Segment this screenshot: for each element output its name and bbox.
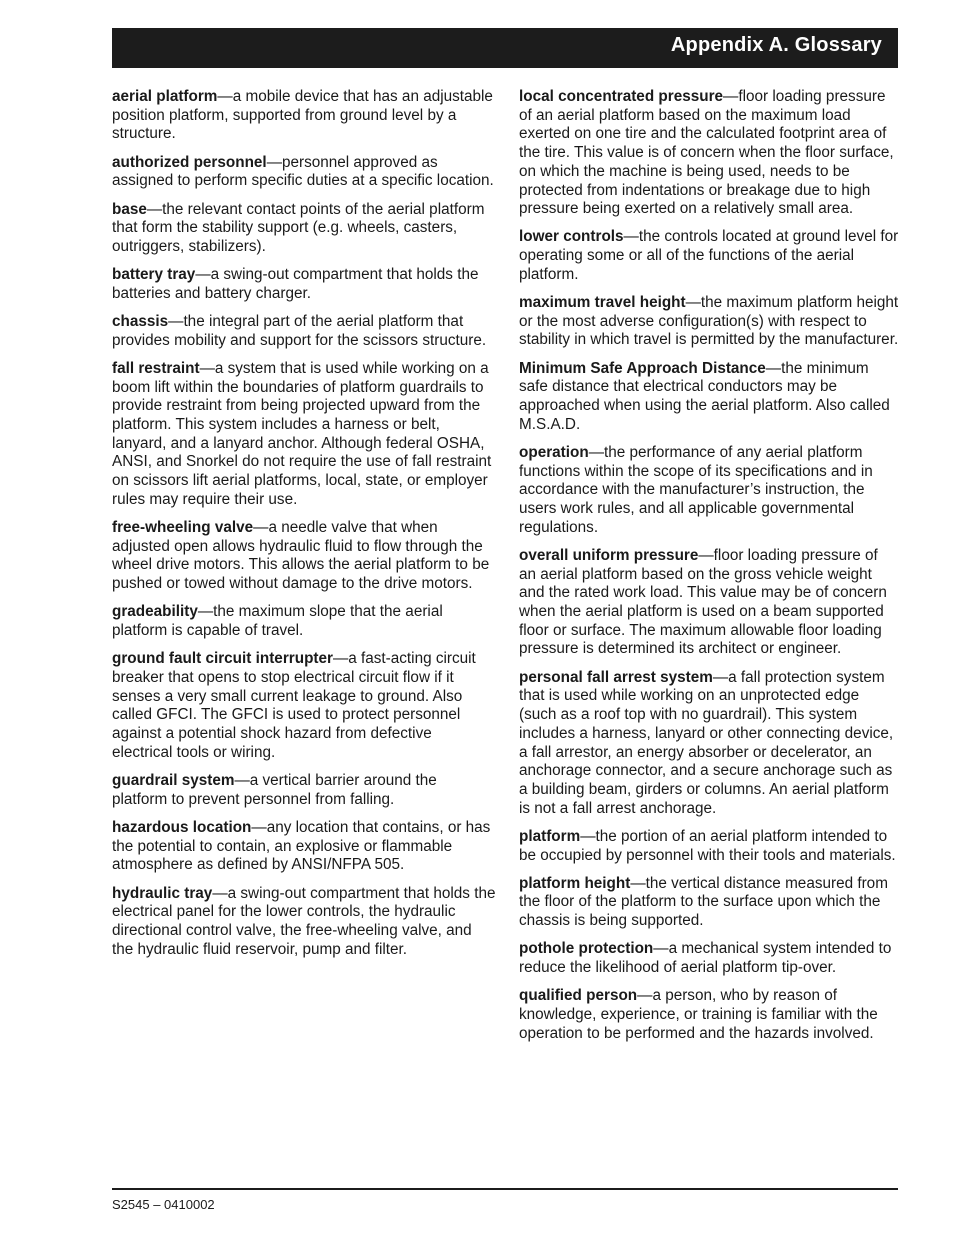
glossary-term: gradeability [112,603,198,621]
glossary-definition: —the relevant contact points of the aerial platform that form the stability support (e.g. wheels, casters, outriggers, stabilizers). [112,200,485,255]
glossary-definition: —the minimum safe distance that electrical conductors may be approached when using the aerial platform. Also called M.S.A.D. [519,359,890,433]
glossary-entry [519,940,899,977]
glossary-term: platform [519,827,581,845]
glossary-entry [519,228,899,284]
page-title: Appendix A. Glossary [670,34,882,56]
glossary-entry [519,875,899,931]
glossary-entry [112,819,496,875]
glossary-column-right [519,88,899,1053]
glossary-definition: —the performance of any aerial platform functions within the scope of its specifications and in accordance with the manufacturer’s instruction, the users work rules, and all applicable governmental regulations. [519,443,873,536]
glossary-definition: —floor loading pressure of an aerial platform based on the gross vehicle weight and the rated work load. This value may be of concern when the aerial platform is used on a beam supported floor or surface. The maximum allowable floor loading pressure is determined its architect or engineer. [519,546,887,658]
page-header-bar [112,28,898,68]
glossary-entry [112,519,496,594]
glossary-term: fall restraint [112,359,200,377]
glossary-term: guardrail system [112,772,235,789]
glossary-definition: —a swing-out compartment that holds the batteries and battery charger. [112,266,479,302]
glossary-definition: —a vertical barrier around the platform to prevent personnel from falling. [112,772,437,808]
glossary-entry [519,987,899,1043]
glossary-definition: —a fall protection system that is used while working on an unprotected edge (such as a roof top with no guardrail). This system includes a harness, lanyard or other connecting device, a fall arrestor, an energy absorber or decelerator, an anchorage connector, and a secure anchorage such as a building beam, girders or columns. An aerial platform is not a fall arrest anchorage. [519,668,894,817]
glossary-entry [112,603,496,640]
glossary-entry [519,444,899,538]
glossary-definition: —the maximum platform height or the most adverse configuration(s) with respect to stability in which travel is permitted by the manufacturer. [519,294,899,349]
glossary-definition: —a swing-out compartment that holds the electrical panel for the lower controls, the hydraulic directional control valve, the free-wheeling valve, and the hydraulic fluid reservoir, pump and filter. [112,884,496,958]
glossary-entry [112,885,496,960]
glossary-entry [112,266,496,303]
glossary-entry [519,547,899,659]
glossary-term: free-wheeling valve [112,519,254,537]
glossary-entry [112,772,496,809]
glossary-entry [112,360,496,510]
glossary-term: aerial platform [112,88,218,105]
glossary-definition: —the maximum slope that the aerial platform is capable of travel. [112,603,443,640]
glossary-definition: —a system that is used while working on a boom lift within the boundaries of platform guardrails to provide restraint from being projected upward from the platform. This system includes a harness or belt, lanyard, and a lanyard anchor. Although federal OSHA, ANSI, and Snorkel do not require the use of fall restraint on scissors lift aerial platforms, local, state, or employer rules may require their use. [112,359,492,508]
footer-divider [112,1188,898,1190]
glossary-entry [519,294,899,350]
glossary-term: pothole protection [519,940,654,958]
glossary-definition: —floor loading pressure of an aerial platform based on the maximum load exerted on one tire and the calculated footprint area of the tire. This value is of concern when the floor surface, on which the machine is being used, needs to be protected from indentations or breakage due to high pressure being exerted on a relatively small area. [519,88,894,218]
glossary-term: Minimum Safe Approach Distance [519,359,766,377]
glossary-definition: —the controls located at ground level for operating some or all of the functions of the aerial platform. [519,228,899,283]
glossary-definition: —the portion of an aerial platform intended to be occupied by personnel with their tools and materials. [519,827,896,864]
glossary-term: hydraulic tray [112,884,213,902]
glossary-definition: —a needle valve that when adjusted open allows hydraulic fluid to flow through the wheel drive motors. This allows the aerial platform to be pushed or towed without damage to the drive motors. [112,519,490,593]
glossary-term: qualified person [519,987,638,1005]
glossary-entry [112,154,496,191]
glossary-entry [519,828,899,865]
glossary-entry [519,669,899,819]
glossary-entry [112,88,496,144]
glossary-term: local concentrated pressure [519,88,724,105]
document-number: S2545 – 0410002 [112,1197,215,1212]
glossary-definition: —a person, who by reason of knowledge, experience, or training is familiar with the operation to be performed and the hazards involved. [519,987,878,1042]
glossary-entry [112,313,496,350]
glossary-definition: —any location that contains, or has the potential to contain, an explosive or flammable atmosphere as defined by ANSI/NFPA 505. [112,818,491,874]
glossary-entry [519,360,899,435]
glossary-term: battery tray [112,266,196,284]
glossary-definition: —a fast-acting circuit breaker that opens to stop electrical circuit flow if it senses a very small current leakage to ground. Also called GFCI. The GFCI is used to protect personnel against a potential shock hazard from defective electrical tools or wiring. [112,650,476,761]
glossary-entry [112,201,496,257]
glossary-term: base [112,200,147,218]
glossary-term: authorized personnel [112,153,267,171]
glossary-definition: —the vertical distance measured from the floor of the platform to the surface upon which the chassis is being supported. [519,874,888,930]
glossary-term: overall uniform pressure [519,546,699,564]
glossary-definition: —personnel approved as assigned to perform specific duties at a specific location. [112,153,494,190]
glossary-term: hazardous location [112,818,252,836]
glossary-entry [519,88,899,219]
glossary-term: operation [519,443,589,461]
glossary-term: personal fall arrest system [519,668,713,686]
glossary-definition: —a mechanical system intended to reduce the likelihood of aerial platform tip-over. [519,940,892,977]
glossary-term: platform height [519,874,631,892]
glossary-definition: —a mobile device that has an adjustable position platform, supported from ground level by a structure. [112,88,493,143]
glossary-term: lower controls [519,228,624,246]
glossary-entry [112,650,496,762]
glossary-term: maximum travel height [519,294,686,312]
glossary-term: ground fault circuit interrupter [112,650,333,668]
glossary-column-left [112,88,496,969]
glossary-term: chassis [112,313,169,331]
glossary-definition: —the integral part of the aerial platform that provides mobility and support for the scissors structure. [112,313,487,349]
